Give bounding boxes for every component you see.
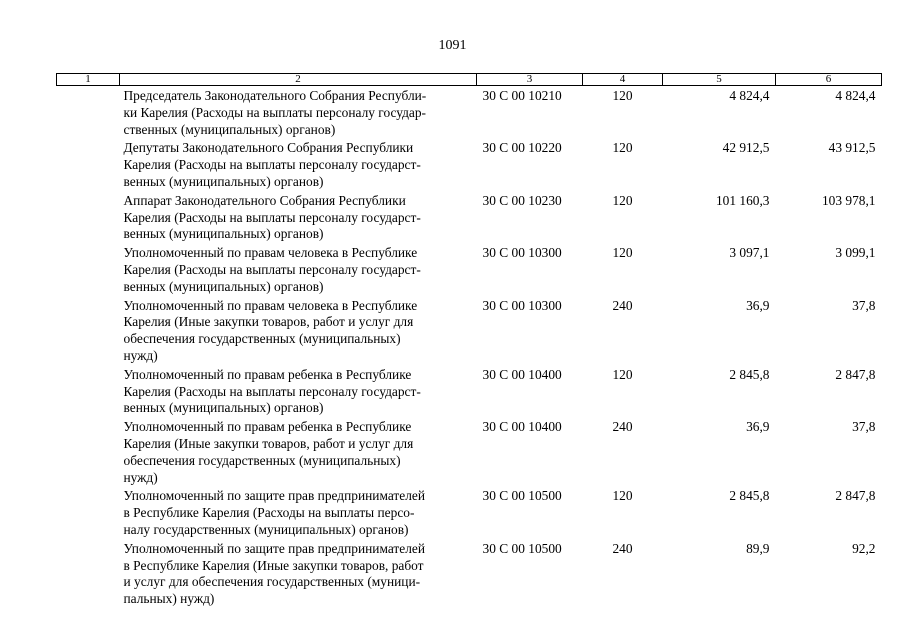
row-name	[120, 365, 477, 417]
row-name-line: нужд)	[123, 469, 158, 485]
row-value-2: 2 847,8	[835, 366, 876, 382]
row-code: 30 С 00 10210	[482, 88, 562, 103]
row-name-line: ственных (муниципальных) органов)	[123, 121, 336, 137]
row-code: 30 С 00 10220	[482, 140, 562, 156]
row-col-1	[57, 296, 120, 365]
row-name	[120, 86, 477, 139]
row-value-2: 37,8	[852, 297, 876, 313]
row-code: 30 С 00 10300	[482, 297, 562, 313]
table-row	[57, 191, 882, 243]
row-value-1: 3 097,1	[729, 245, 770, 261]
row-name-line: Уполномоченный по защите прав предпринимателей	[123, 540, 426, 556]
page-number: 1091	[438, 38, 467, 53]
row-name-line: Уполномоченный по правам человека в Республике	[123, 245, 418, 261]
header-row	[57, 74, 882, 86]
row-col-1	[57, 86, 120, 139]
row-name-line: Уполномоченный по правам человека в Республике	[123, 297, 418, 313]
row-name-line: в Республике Карелия (Расходы на выплаты персо-	[123, 505, 415, 521]
row-expense-type: 120	[612, 488, 633, 504]
table-row	[57, 365, 882, 417]
row-name-line: венных (муниципальных) органов)	[123, 173, 324, 189]
row-name-line: венных (муниципальных) органов)	[123, 226, 324, 242]
row-value-2: 103 978,1	[821, 192, 876, 208]
row-expense-type: 240	[612, 540, 633, 556]
row-value-1: 2 845,8	[729, 488, 770, 504]
table-header	[57, 74, 882, 86]
row-name-line: Карелия (Расходы на выплаты персоналу государст-	[123, 157, 421, 173]
row-value-2: 43 912,5	[828, 140, 876, 156]
row-code: 30 С 00 10400	[482, 419, 562, 435]
row-expense-type: 120	[612, 140, 633, 156]
row-value-2: 92,2	[852, 540, 876, 556]
row-value-1: 42 912,5	[722, 140, 770, 156]
row-name-line: Карелия (Расходы на выплаты персоналу государст-	[123, 209, 421, 225]
row-name-line: пальных) нужд)	[123, 591, 215, 607]
row-expense-type: 120	[612, 366, 633, 382]
row-code: 30 С 00 10300	[482, 245, 562, 261]
row-name	[120, 243, 477, 295]
row-value-1: 36,9	[746, 297, 770, 313]
row-name	[120, 417, 477, 486]
header-col-3: 3	[477, 74, 583, 86]
row-name-line: Карелия (Расходы на выплаты персоналу государст-	[123, 383, 421, 399]
row-col-1	[57, 191, 120, 243]
row-name	[120, 191, 477, 243]
row-name-line: Аппарат Законодательного Собрания Республики	[123, 192, 406, 208]
row-name	[120, 296, 477, 365]
header-col-4: 4	[583, 74, 663, 86]
row-expense-type: 240	[612, 419, 633, 435]
header-col-6: 6	[776, 74, 882, 86]
row-code: 30 С 00 10400	[482, 366, 562, 382]
header-col-2: 2	[120, 74, 477, 86]
row-name-line: венных (муниципальных) органов)	[123, 400, 324, 416]
row-name-line: Карелия (Иные закупки товаров, работ и услуг для	[123, 435, 414, 451]
row-value-2: 37,8	[852, 419, 876, 435]
header-col-1: 1	[57, 74, 120, 86]
row-code: 30 С 00 10230	[482, 192, 562, 208]
table-row	[57, 486, 882, 538]
row-name-line: Депутаты Законодательного Собрания Республики	[123, 140, 414, 156]
row-name-line: Уполномоченный по защите прав предпринимателей	[123, 488, 426, 504]
row-value-2: 4 824,4	[835, 88, 876, 103]
budget-table	[56, 73, 882, 608]
row-code: 30 С 00 10500	[482, 488, 562, 504]
table-row	[57, 296, 882, 365]
row-value-1: 101 160,3	[715, 192, 770, 208]
row-col-1	[57, 243, 120, 295]
row-name-line: и услуг для обеспечения государственных (муници-	[123, 574, 421, 590]
row-name-line: Карелия (Иные закупки товаров, работ и услуг для	[123, 314, 414, 330]
table-body	[57, 86, 882, 608]
row-name-line: налу государственных (муниципальных) органов)	[123, 521, 409, 537]
row-col-1	[57, 138, 120, 190]
row-expense-type: 120	[612, 88, 633, 103]
row-col-1	[57, 365, 120, 417]
row-col-1	[57, 417, 120, 486]
row-value-1: 2 845,8	[729, 366, 770, 382]
table-row	[57, 417, 882, 486]
row-name	[120, 486, 477, 538]
row-expense-type: 240	[612, 297, 633, 313]
row-name-line: Уполномоченный по правам ребенка в Республике	[123, 419, 412, 435]
row-name-line: Карелия (Расходы на выплаты персоналу государст-	[123, 261, 421, 277]
row-value-1: 89,9	[746, 540, 770, 556]
row-value-2: 3 099,1	[835, 245, 876, 261]
row-name	[120, 138, 477, 190]
table-row	[57, 138, 882, 190]
row-name-line: венных (муниципальных) органов)	[123, 278, 324, 294]
row-name-line: обеспечения государственных (муниципальных)	[123, 452, 401, 468]
row-code: 30 С 00 10500	[482, 540, 562, 556]
row-name-line: Председатель Законодательного Собрания Республи-	[123, 88, 427, 103]
row-name-line: в Республике Карелия (Иные закупки товаров, работ	[123, 557, 424, 573]
row-name-line: ки Карелия (Расходы на выплаты персоналу государ-	[123, 104, 427, 120]
row-value-2: 2 847,8	[835, 488, 876, 504]
row-name	[120, 539, 477, 608]
row-value-1: 4 824,4	[729, 88, 770, 103]
row-value-1: 36,9	[746, 419, 770, 435]
table-row	[57, 539, 882, 608]
table-row	[57, 243, 882, 295]
row-expense-type: 120	[612, 192, 633, 208]
row-name-line: Уполномоченный по правам ребенка в Республике	[123, 366, 412, 382]
row-expense-type: 120	[612, 245, 633, 261]
table-row	[57, 86, 882, 139]
row-name-line: обеспечения государственных (муниципальных)	[123, 331, 401, 347]
header-col-5: 5	[663, 74, 776, 86]
row-col-1	[57, 539, 120, 608]
row-col-1	[57, 486, 120, 538]
row-name-line: нужд)	[123, 347, 158, 363]
